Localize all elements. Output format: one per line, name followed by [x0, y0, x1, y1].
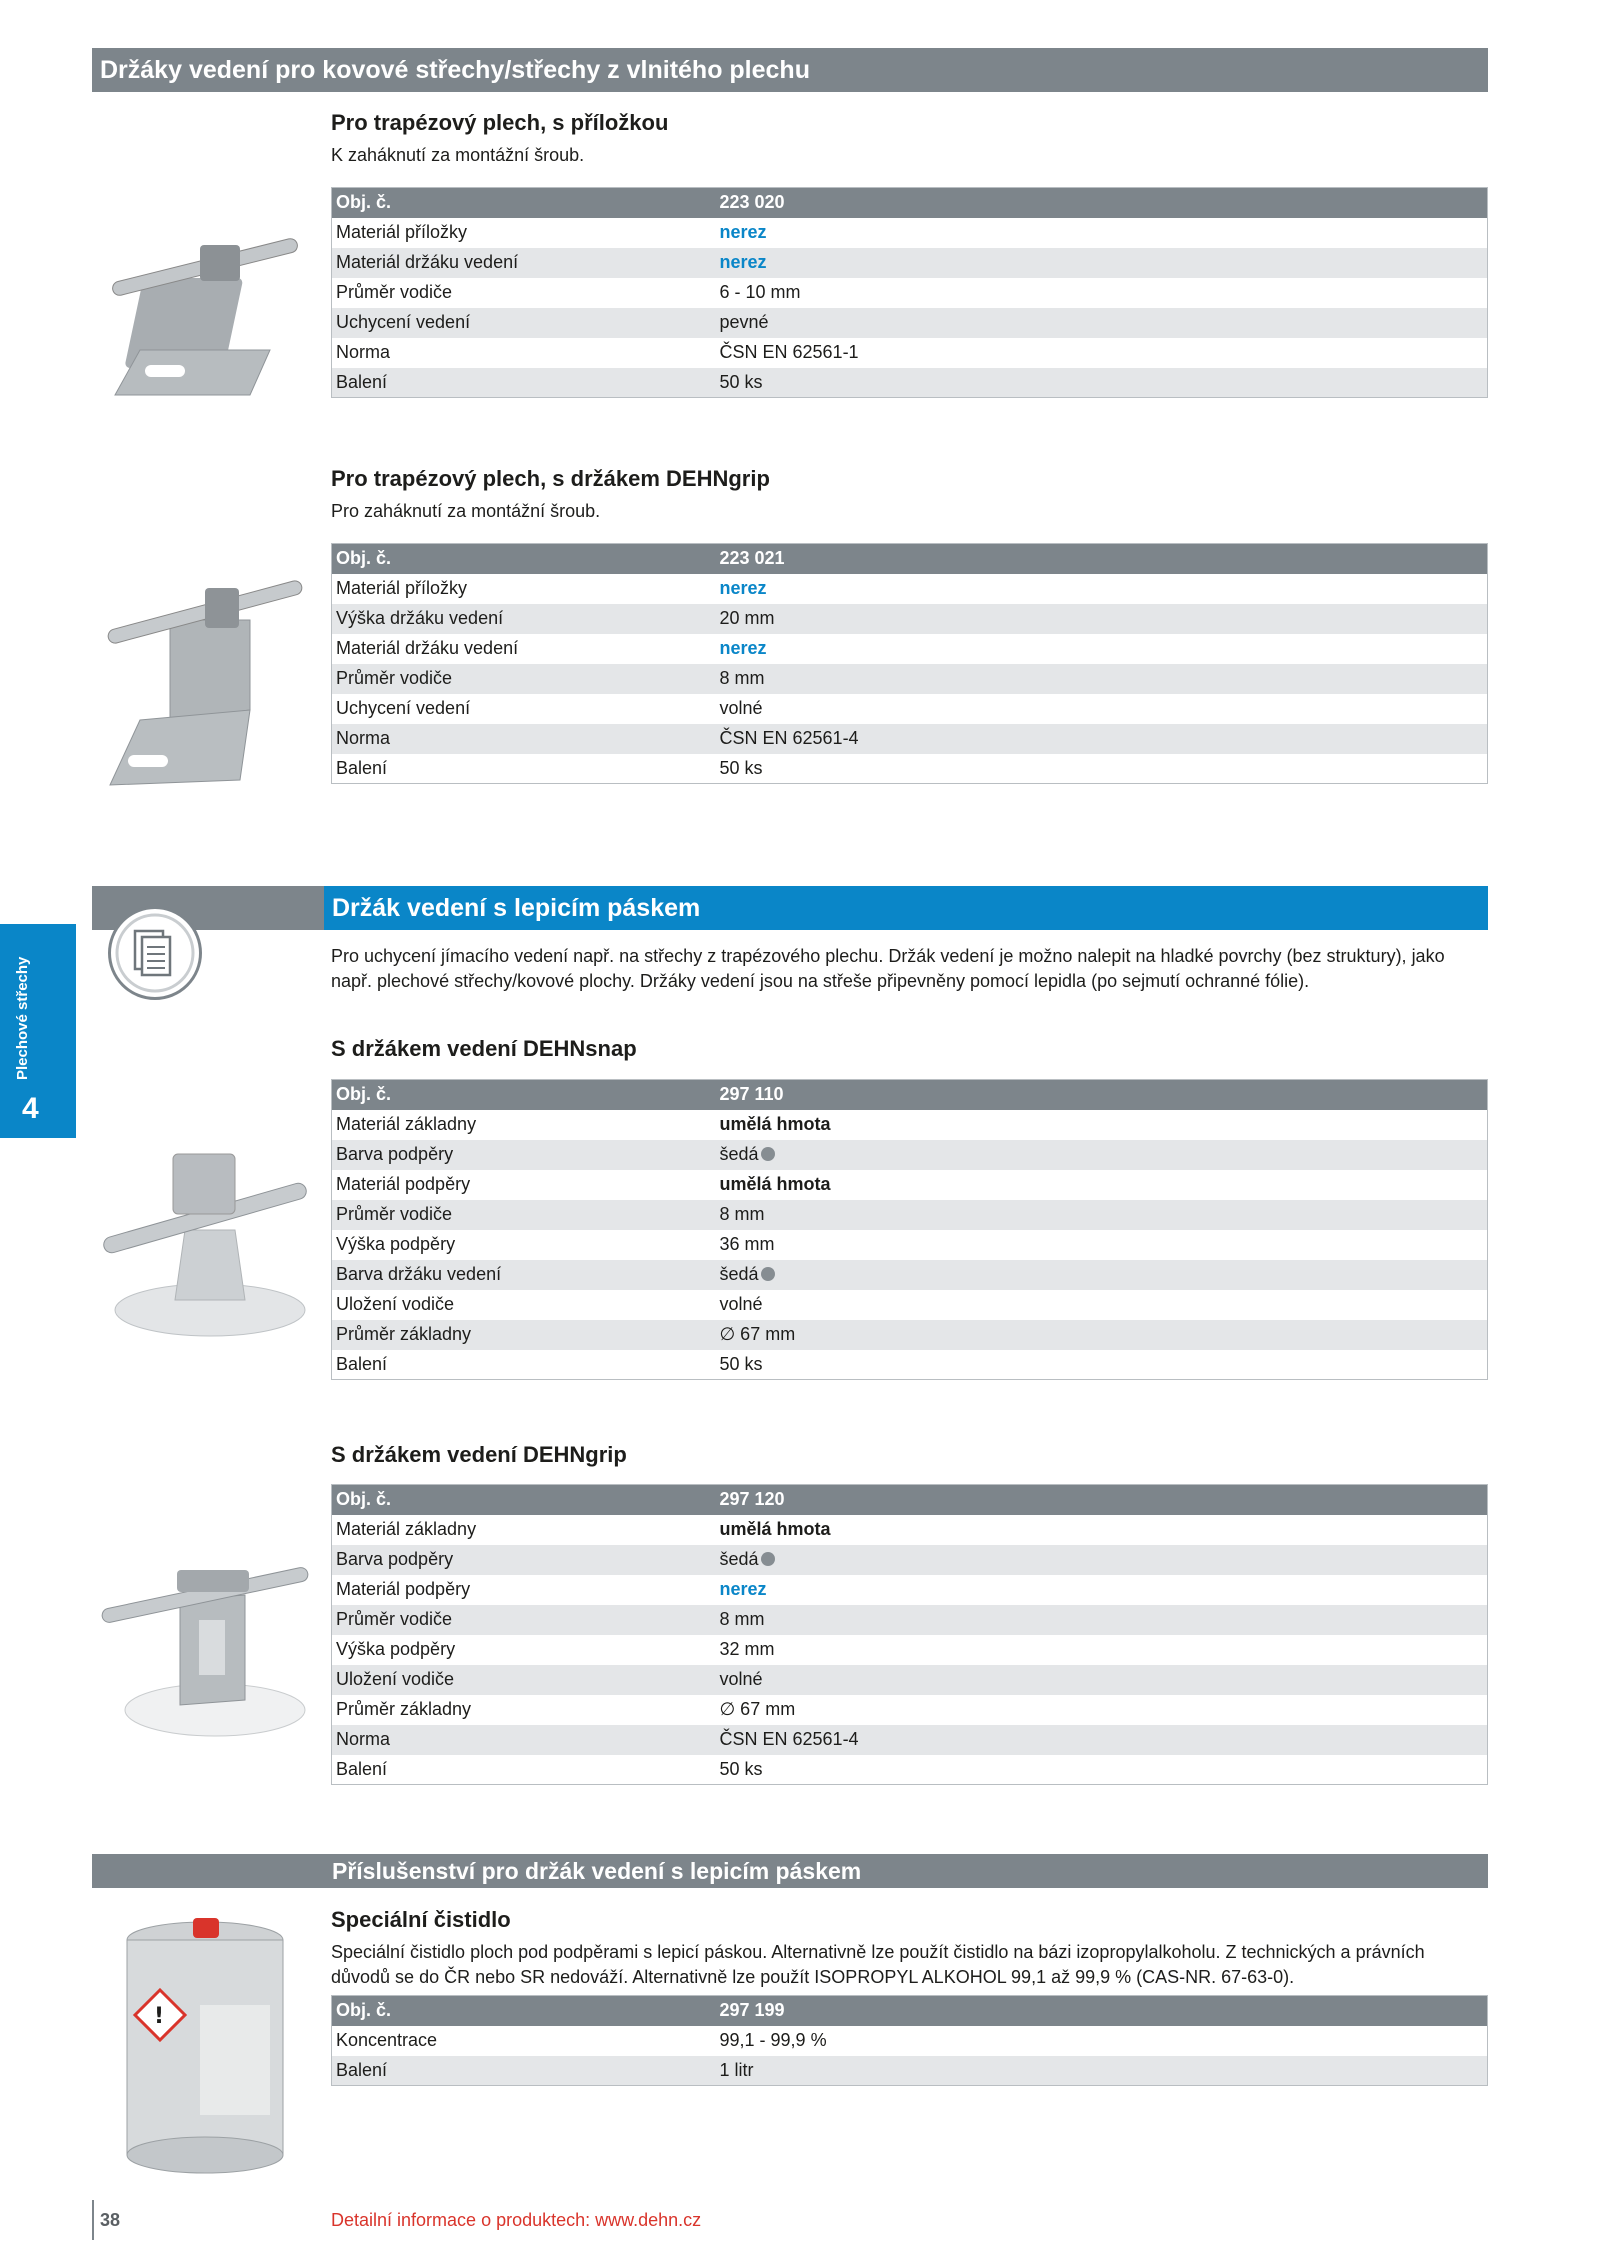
chapter-label: Plechové střechy [14, 956, 31, 1080]
documents-icon [108, 906, 202, 1000]
order-number: 223 020 [716, 188, 1488, 218]
spec-table-297120: Obj. č. 297 120 Materiál základny umělá hmota Barva podpěry šedá Materiál podpěry nerez Průměr vodiče 8 mm Výška podpěry 32 mm Uložení vodiče volné Průměr základny ∅ 67 mm Norma ČSN EN 62561-4 Balení 50 ks [331, 1484, 1488, 1785]
table-row: Uchycení vedení volné [332, 694, 1488, 724]
table-row: Balení 50 ks [332, 1350, 1488, 1380]
product-image-297110 [95, 1140, 315, 1340]
table-row: Materiál podpěry umělá hmota [332, 1170, 1488, 1200]
table-row: Průměr vodiče 8 mm [332, 1605, 1488, 1635]
table-row: Průměr vodiče 8 mm [332, 1200, 1488, 1230]
table-row: Materiál držáku vedení nerez [332, 248, 1488, 278]
product-image-223021 [100, 550, 310, 790]
table-row: Materiál příložky nerez [332, 574, 1488, 604]
product-title: Pro trapézový plech, s příložkou [331, 110, 669, 135]
section-title: Držáky vedení pro kovové střechy/střechy z vlnitého plechu [92, 48, 1488, 92]
section-title: Příslušenství pro držák vedení s lepicím páskem [92, 1854, 1488, 1888]
table-row: Materiál základny umělá hmota [332, 1515, 1488, 1545]
product-title: S držákem vedení DEHNsnap [331, 1036, 637, 1061]
gray-color-swatch [761, 1552, 775, 1566]
table-row: Materiál držáku vedení nerez [332, 634, 1488, 664]
table-row: Materiál podpěry nerez [332, 1575, 1488, 1605]
product-description: Pro zaháknutí za montážní šroub. [331, 501, 601, 521]
product-description: K zaháknutí za montážní šroub. [331, 145, 585, 165]
product-image-297120 [95, 1540, 315, 1750]
spec-table-223021: Obj. č. 223 021 Materiál příložky nerez Výška držáku vedení 20 mm Materiál držáku vedení nerez Průměr vodiče 8 mm Uchycení vedení volné Norma ČSN EN 62561-4 Balení 50 ks [331, 543, 1488, 784]
table-row: Barva držáku vedení šedá [332, 1260, 1488, 1290]
table-row: Balení 50 ks [332, 368, 1488, 398]
product-image-223020 [100, 200, 310, 400]
spec-table-297110: Obj. č. 297 110 Materiál základny umělá hmota Barva podpěry šedá Materiál podpěry umělá hmota Průměr vodiče 8 mm Výška podpěry 36 mm Barva držáku vedení šedá Uložení vodiče volné Průměr základny ∅ 67 mm Balení 50 ks [331, 1079, 1488, 1380]
footer-link[interactable]: Detailní informace o produktech: www.dehn.cz [331, 2210, 702, 2230]
table-row: Průměr vodiče 8 mm [332, 664, 1488, 694]
table-row: Průměr vodiče 6 - 10 mm [332, 278, 1488, 308]
order-number: 297 199 [716, 1996, 1488, 2026]
table-row: Balení 1 litr [332, 2056, 1488, 2086]
table-row: Materiál základny umělá hmota [332, 1110, 1488, 1140]
table-row: Balení 50 ks [332, 1755, 1488, 1785]
section-intro: Pro uchycení jímacího vedení např. na střechy z trapézového plechu. Držák vedení je možno nalepit na hladké povrchy (bez struktury), jako např. plechové střechy/kovové plochy. Držáky vedení jsou na střeše připevněny pomocí lepidla (po sejmutí ochranné fólie). [331, 946, 1445, 991]
table-row: Norma ČSN EN 62561-1 [332, 338, 1488, 368]
table-row: Uchycení vedení pevné [332, 308, 1488, 338]
product-title: S držákem vedení DEHNgrip [331, 1442, 627, 1467]
table-row: Výška držáku vedení 20 mm [332, 604, 1488, 634]
product-image-297199 [105, 1910, 305, 2180]
table-row: Koncentrace 99,1 - 99,9 % [332, 2026, 1488, 2056]
table-row: Průměr základny ∅ 67 mm [332, 1695, 1488, 1725]
chapter-number: 4 [22, 1092, 39, 1125]
gray-color-swatch [761, 1147, 775, 1161]
table-header-label: Obj. č. [332, 188, 716, 218]
spec-table-223020 [331, 187, 1488, 398]
table-row: Průměr základny ∅ 67 mm [332, 1320, 1488, 1350]
table-row: Uložení vodiče volné [332, 1290, 1488, 1320]
order-number: 297 110 [716, 1080, 1488, 1110]
page-number: 38 [100, 2210, 121, 2230]
product-description: Speciální čistidlo ploch pod podpěrami s lepicí páskou. Alternativně lze použít čistidlo na bázi izopropylalkoholu. Z technických a právních důvodů se do ČR nebo SR nedováží. Alternativně lze použít ISOPROPYL ALKOHOL 99,1 až 99,9 % (CAS-NR. 67-63-0). [331, 1942, 1425, 1987]
table-row: Norma ČSN EN 62561-4 [332, 724, 1488, 754]
gray-color-swatch [761, 1267, 775, 1281]
table-row: Materiál příložky nerez [332, 218, 1488, 248]
product-title: Pro trapézový plech, s držákem DEHNgrip [331, 466, 770, 491]
table-row: Uložení vodiče volné [332, 1665, 1488, 1695]
product-title: Speciální čistidlo [331, 1907, 511, 1932]
spec-table-297199: Obj. č. 297 199 Koncentrace 99,1 - 99,9 % Balení 1 litr [331, 1995, 1488, 2086]
table-row: Norma ČSN EN 62561-4 [332, 1725, 1488, 1755]
table-row: Výška podpěry 36 mm [332, 1230, 1488, 1260]
order-number: 223 021 [716, 544, 1488, 574]
section-title: Držák vedení s lepicím páskem [324, 886, 1488, 930]
svg-text:!: ! [154, 2004, 165, 2029]
order-number: 297 120 [716, 1485, 1488, 1515]
table-row: Balení 50 ks [332, 754, 1488, 784]
table-row: Barva podpěry šedá [332, 1545, 1488, 1575]
table-row: Výška podpěry 32 mm [332, 1635, 1488, 1665]
table-row: Barva podpěry šedá [332, 1140, 1488, 1170]
footer-divider [92, 2200, 94, 2240]
